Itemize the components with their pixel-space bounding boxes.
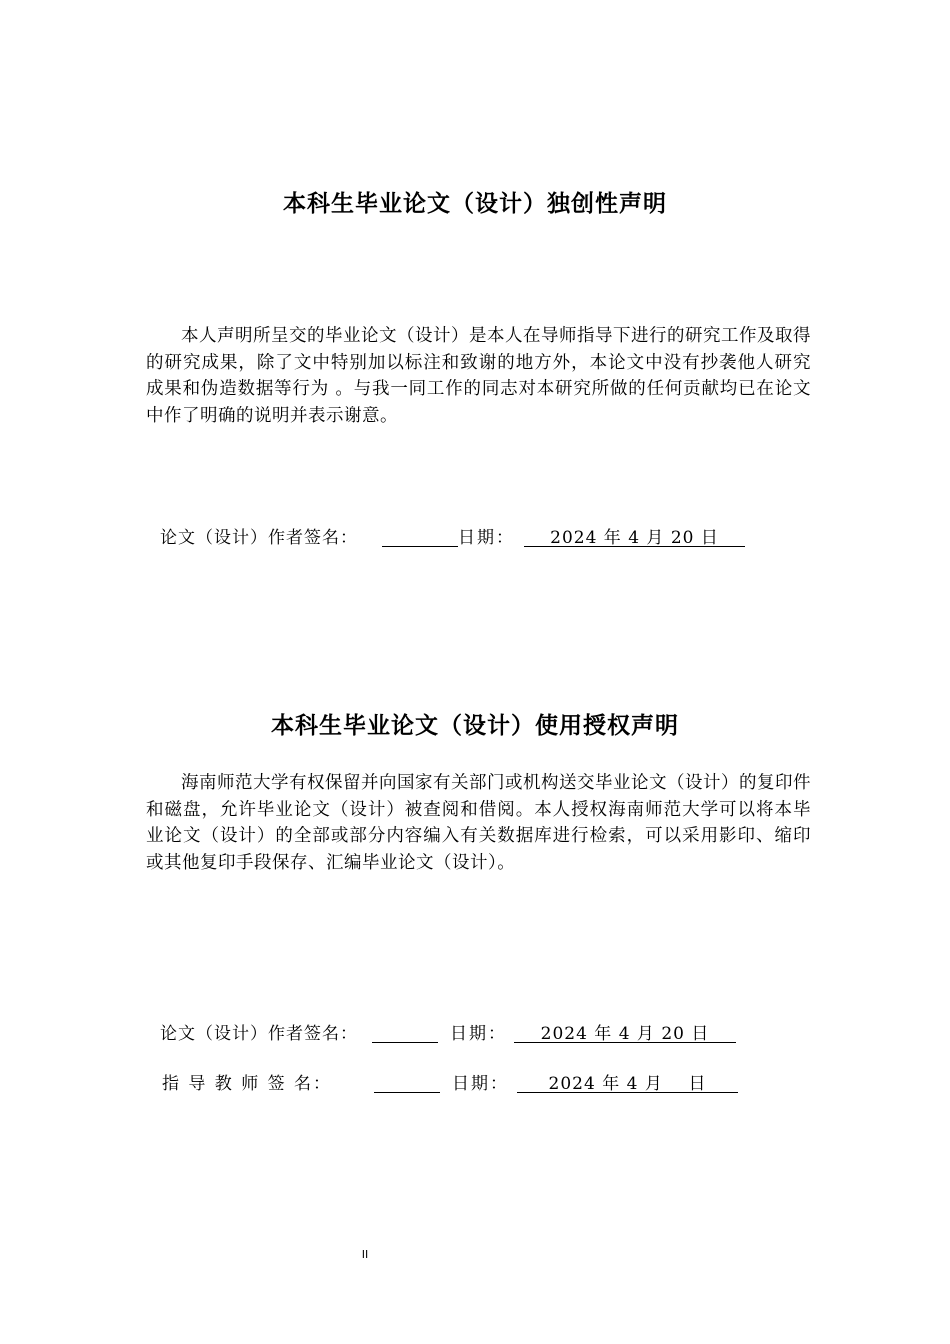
originality-signature-row [160,526,760,550]
authorization-author-signature-row [160,1022,760,1046]
author-signature-label: 论文（设计）作者签名： [160,1024,358,1044]
authorization-declaration-title: 本科生毕业论文（设计）使用授权声明 [271,713,679,739]
advisor-signature-row [162,1072,762,1096]
originality-declaration-body: 本人声明所呈交的毕业论文（设计）是本人在导师指导下进行的研究工作及取得的研究成果，除了文中特别加以标注和致谢的地方外，本论文中没有抄袭他人研究成果和伪造数据等行为 。与我一同工作的同志对本研究所做的任何贡献均已在论文中作了明确的说明并表示谢意。 [146,326,811,426]
author-signature-blank[interactable] [382,546,458,547]
date-label: 日期： [458,528,515,548]
originality-declaration-title: 本科生毕业论文（设计）独创性声明 [283,191,667,217]
date-value: 2024 年 4 月 20 日 [540,1024,710,1044]
advisor-signature-label: 指 导 教 师 签 名： [162,1074,333,1094]
author-signature-label: 论文（设计）作者签名： [160,528,358,548]
advisor-signature-blank[interactable] [374,1092,440,1093]
date-value: 2024 年 4 月 20 日 [550,528,719,548]
date-label: 日期： [450,1024,507,1044]
author-signature-blank[interactable] [372,1042,438,1043]
date-label: 日期： [452,1074,509,1094]
date-value: 2024 年 4 月 日 [548,1074,707,1094]
page-number: II [361,1248,369,1261]
authorization-declaration-body: 海南师范大学有权保留并向国家有关部门或机构送交毕业论文（设计）的复印件和磁盘，允许毕业论文（设计）被查阅和借阅。本人授权海南师范大学可以将本毕业论文（设计）的全部或部分内容编入有关数据库进行检索，可以采用影印、缩印或其他复印手段保存、汇编毕业论文（设计）。 [146,773,811,873]
